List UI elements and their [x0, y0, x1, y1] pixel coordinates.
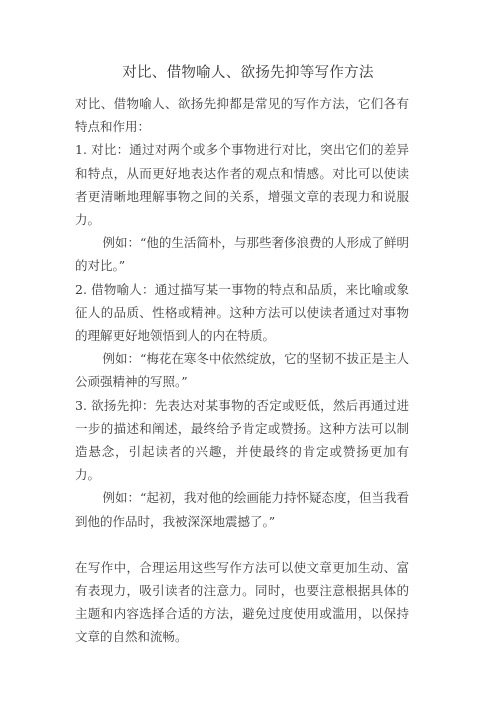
section-2-example: 例如：“梅花在寒冬中依然绽放，它的坚韧不拔正是主人公顽强精神的写照。” — [75, 351, 409, 390]
document-body — [75, 92, 409, 649]
section-2-text: 2. 借物喻人：通过描写某一事物的特点和品质，来比喻或象征人的品质、性格或精神。这种方法可以使读者通过对事物的理解更好地领悟到人的内在特质。 — [75, 281, 409, 344]
section-3-example: 例如：“起初，我对他的绘画能力持怀疑态度，但当我看到他的作品时，我被深深地震撼了。” — [75, 490, 409, 529]
section-3-text: 3. 欲扬先抑：先表达对某事物的否定或贬低，然后再通过进一步的描述和阐述，最终给予肯定或赞扬。这种方法可以制造悬念，引起读者的兴趣，并使最终的肯定或赞扬更加有力。 — [75, 397, 409, 483]
section-1-text: 1. 对比：通过对两个或多个事物进行对比，突出它们的差异和特点，从而更好地表达作者的观点和情感。对比可以使读者更清晰地理解事物之间的关系，增强文章的表现力和说服力。 — [75, 142, 409, 228]
conclusion-paragraph: 在写作中，合理运用这些写作方法可以使文章更加生动、富有表现力，吸引读者的注意力。同时，也要注意根据具体的主题和内容选择合适的方法，避免过度使用或滥用，以保持文章的自然和流畅。 — [75, 559, 409, 645]
intro-paragraph: 对比、借物喻人、欲扬先抑都是常见的写作方法，它们各有特点和作用： — [75, 96, 409, 135]
page-title: 对比、借物喻人、欲扬先抑等写作方法 — [122, 65, 374, 81]
section-1-example: 例如：“他的生活简朴，与那些奢侈浪费的人形成了鲜明的对比。” — [75, 235, 409, 274]
paragraph-gap — [75, 533, 409, 556]
